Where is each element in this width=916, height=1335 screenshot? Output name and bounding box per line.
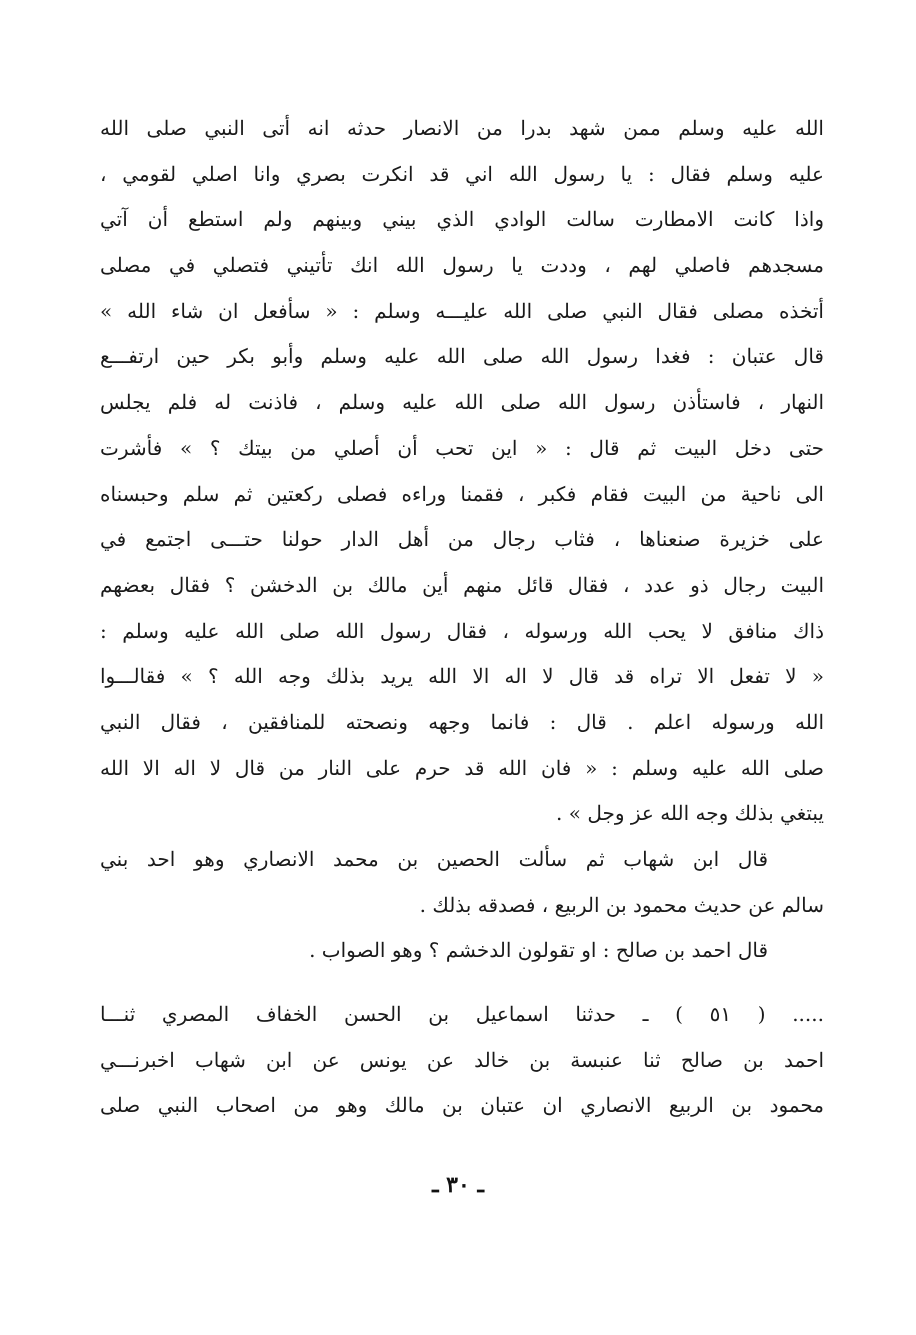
- hadith-line: ..... ( ٥١ ) ـ حدثنا اسماعيل بن الحسن الخفاف المصري ثنـــا: [100, 1002, 824, 1026]
- text-line: ذاك منافق لا يحب الله ورسوله ، فقال رسول الله صلى الله عليه وسلم :: [100, 618, 824, 643]
- text-line: مسجدهم فاصلي لهم ، وددت يا رسول الله انك تأتيني فتصلي في مصلى: [100, 253, 824, 278]
- hadith-51-block: [100, 992, 824, 1129]
- page-number: ـ ٣٠ ـ: [432, 1172, 484, 1198]
- main-text-block: [100, 106, 824, 974]
- text-line: أتخذه مصلى فقال النبي صلى الله عليـــه وسلم : « سأفعل ان شاء الله »: [100, 298, 824, 323]
- text-line: عليه وسلم فقال : يا رسول الله اني قد انكرت بصري وانا اصلي لقومي ،: [100, 161, 824, 186]
- text-line: حتى دخل البيت ثم قال : « اين تحب أن أصلي من بيتك ؟ » فأشرت: [100, 435, 824, 460]
- text-line: « لا تفعل الا تراه قد قال لا اله الا الله يريد بذلك وجه الله ؟ » فقالـــوا: [100, 664, 824, 689]
- paragraph-line: سالم عن حديث محمود بن الربيع ، فصدقه بذلك .: [419, 892, 824, 917]
- paragraph-line: قال احمد بن صالح : او تقولون الدخشم ؟ وهو الصواب .: [309, 938, 768, 963]
- text-line: البيت رجال ذو عدد ، فقال قائل منهم أين مالك بن الدخشن ؟ فقال بعضهم: [100, 572, 824, 597]
- text-line: النهار ، فاستأذن رسول الله صلى الله عليه وسلم ، فاذنت له فلم يجلس: [100, 390, 824, 415]
- hadith-line: محمود بن الربيع الانصاري ان عتبان بن مالك وهو من اصحاب النبي صلى: [100, 1093, 824, 1118]
- text-line: الله عليه وسلم ممن شهد بدرا من الانصار حدثه انه أتى النبي صلى الله: [100, 116, 824, 140]
- text-line: الى ناحية من البيت فقام فكبر ، فقمنا وراءه فصلى ركعتين ثم سلم وحبسناه: [100, 481, 824, 506]
- text-line: يبتغي بذلك وجه الله عز وجل » .: [556, 801, 824, 826]
- text-line: الله ورسوله اعلم . قال : فانما وجهه ونصحته للمنافقين ، فقال النبي: [100, 709, 824, 734]
- text-line: واذا كانت الامطارت سالت الوادي الذي بيني وبينهم ولم استطع أن آتي: [100, 207, 824, 232]
- hadith-line: احمد بن صالح ثنا عنبسة بن خالد عن يونس عن ابن شهاب اخبرنـــي: [100, 1047, 824, 1072]
- paragraph-line: قال ابن شهاب ثم سألت الحصين بن محمد الانصاري وهو احد بني: [100, 847, 769, 871]
- text-line: على خزيرة صنعناها ، فثاب رجال من أهل الدار حولنا حتـــى اجتمع في: [100, 527, 824, 552]
- text-line: قال عتبان : فغدا رسول الله صلى الله عليه وسلم وأبو بكر حين ارتفـــع: [100, 344, 824, 369]
- text-line: صلى الله عليه وسلم : « فان الله قد حرم على النار من قال لا اله الا الله: [100, 755, 824, 780]
